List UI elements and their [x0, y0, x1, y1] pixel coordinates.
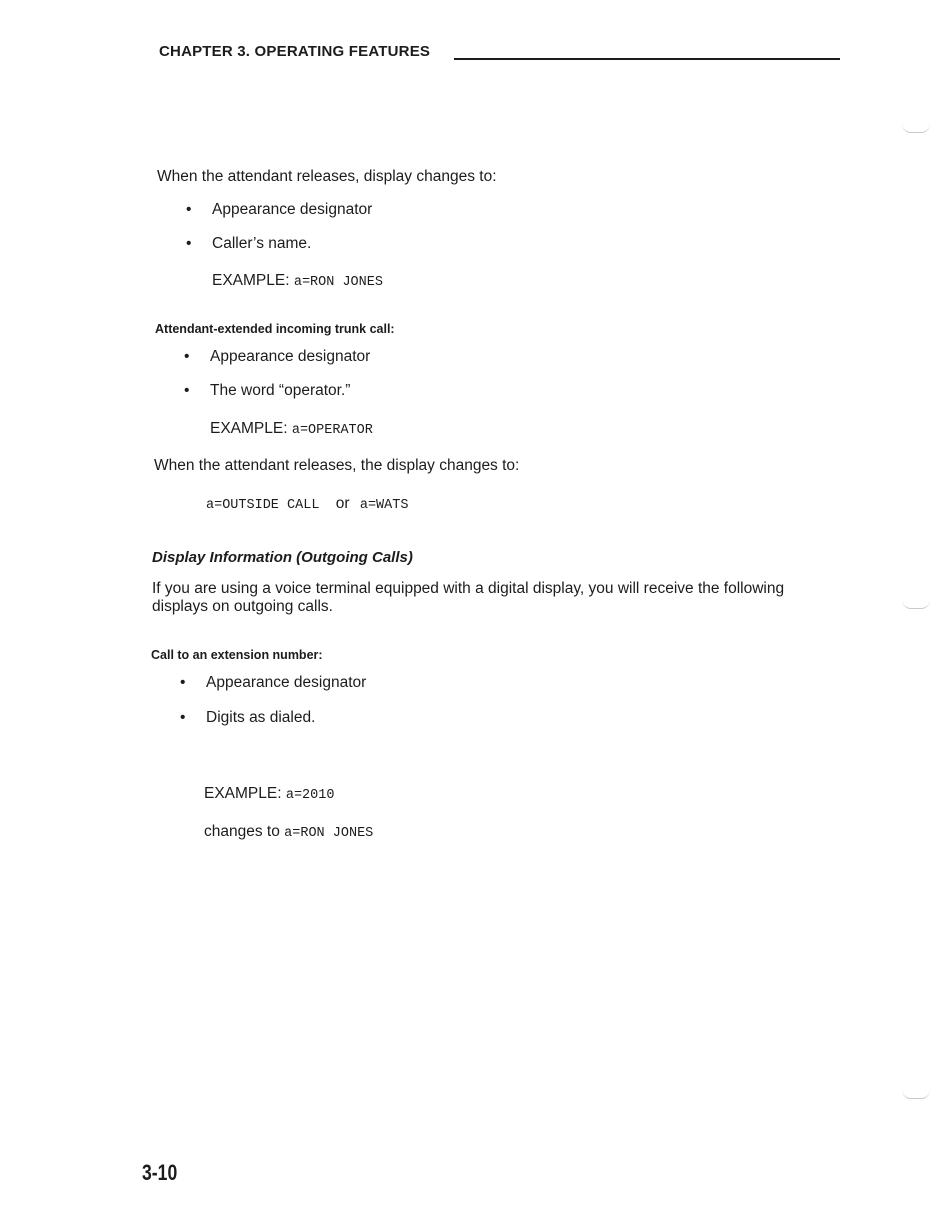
paragraph-line: If you are using a voice terminal equipped with a digital display, you will receive the following	[152, 580, 785, 597]
header-rule	[454, 58, 840, 60]
bullet-icon: •	[184, 382, 190, 399]
bullet-icon: •	[180, 674, 186, 691]
example-line: EXAMPLE: a=2010	[204, 785, 335, 803]
paragraph-line: displays on outgoing calls.	[152, 598, 333, 615]
chapter-header: CHAPTER 3. OPERATING FEATURES	[159, 43, 431, 60]
bullet-icon: •	[186, 235, 192, 252]
release-intro-text: When the attendant releases, display changes to:	[157, 168, 497, 185]
display-options: a=OUTSIDE CALL or a=WATS	[206, 495, 409, 513]
list-item: • Appearance designator	[186, 201, 373, 218]
list-item: • Appearance designator	[180, 674, 367, 691]
subsection-heading: Call to an extension number:	[151, 648, 323, 662]
display-example: a=OPERATOR	[291, 423, 373, 438]
list-item: • Digits as dialed.	[180, 709, 316, 726]
margin-mark	[902, 600, 930, 609]
example-line: EXAMPLE: a=RON JONES	[212, 272, 383, 290]
subsection-heading: Attendant-extended incoming trunk call:	[155, 322, 395, 336]
display-example: a=WATS	[359, 498, 409, 513]
display-example: a=OUTSIDE CALL	[206, 498, 320, 513]
release-text: When the attendant releases, the display changes to:	[154, 457, 520, 474]
bullet-icon: •	[180, 709, 186, 726]
bullet-icon: •	[184, 348, 190, 365]
list-item: • The word “operator.”	[184, 382, 351, 399]
display-example: a=RON JONES	[293, 275, 383, 290]
list-item: • Caller’s name.	[186, 235, 312, 252]
display-example: a=RON JONES	[284, 826, 374, 841]
page-number: 3-10	[142, 1160, 178, 1185]
margin-mark	[902, 1090, 930, 1099]
display-example: a=2010	[285, 788, 335, 803]
changes-line: changes to a=RON JONES	[204, 823, 374, 841]
example-line: EXAMPLE: a=OPERATOR	[210, 420, 373, 438]
bullet-icon: •	[186, 201, 192, 218]
margin-mark	[902, 124, 930, 133]
section-heading: Display Information (Outgoing Calls)	[152, 549, 413, 566]
list-item: • Appearance designator	[184, 348, 371, 365]
